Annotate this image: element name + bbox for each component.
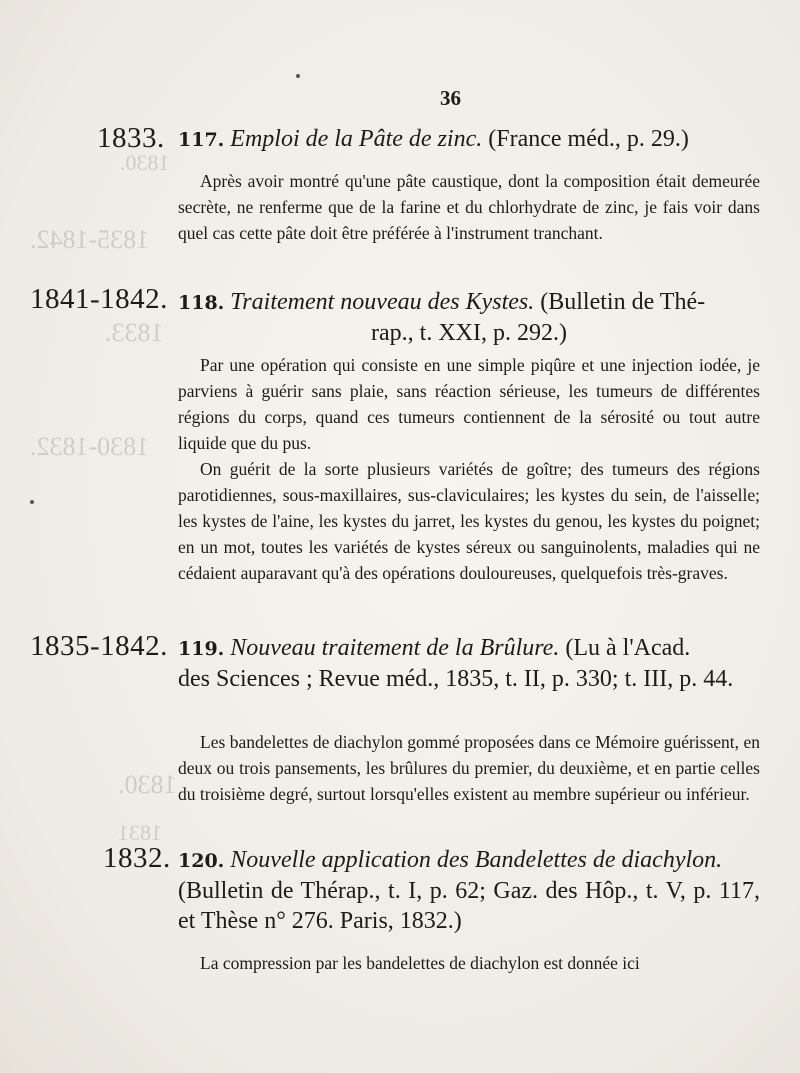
paragraph: La compression par les bandelettes de diachylon est donnée ici	[200, 953, 640, 973]
entry-year: 1835-1842.	[30, 630, 168, 662]
paragraph: On guérit de la sorte plusieurs variétés de goître; des tumeurs des régions parotidiennes, sous-maxillaires, sus-claviculaires; les kystes du sein, de l'aisselle; les kystes de l'aine, les kystes du jarret, les kystes du genou, les kystes du poignet; en un mot, toutes les variétés de kystes séreux ou sanguinolents, maladies qui ne cédaient auparavant qu'à des opérations douloureuses, quelquefois très-graves.	[178, 459, 760, 583]
paragraph: Les bandelettes de diachylon gommé proposées dans ce Mémoire guérissent, en deux ou trois pansements, les brûlures du premier, du deuxième, et en partie celles du troisième degré, surtout lorsqu'elles existent au membre supérieur ou inférieur.	[178, 732, 760, 804]
bleed-through-text: 1835-1842.	[30, 225, 150, 254]
entry-number: 118.	[178, 292, 225, 314]
entry-number: 120.	[178, 850, 225, 872]
paragraph: Après avoir montré qu'une pâte caustique, dont la composition était demeurée secrète, ne renferme que de la farine et du chlorhydrate de zinc, je fais voir dans quel cas cette pâte doit être préférée à l'instrument tranchant.	[178, 171, 760, 243]
entry-title: Emploi de la Pâte de zinc.	[230, 126, 483, 152]
entry-year: 1832.	[103, 842, 171, 874]
entry-body	[178, 729, 760, 807]
entry-source: (Lu à l'Acad.	[565, 635, 691, 661]
entry-heading	[178, 845, 760, 936]
entry-body	[178, 168, 760, 246]
entry-body	[178, 352, 760, 586]
entry-heading	[178, 287, 760, 348]
entry-heading	[178, 124, 760, 155]
bleed-through-text: 1830.	[118, 770, 177, 799]
ink-speck	[30, 500, 34, 504]
entry-title: Traitement nouveau des Kystes.	[230, 289, 535, 315]
entry-source-continued: rap., t. XXI, p. 292.)	[371, 320, 567, 346]
bleed-through-text: 1831	[118, 820, 162, 845]
entry-year: 1841-1842.	[30, 283, 168, 315]
entry-heading	[178, 633, 760, 694]
entry-body	[178, 950, 760, 976]
ink-speck	[296, 74, 300, 78]
entry-source-continued: (Bulletin de Thérap., t. I, p. 62; Gaz. des Hôp., t. V, p. 117, et Thèse n° 276. Paris, 1832.)	[178, 878, 760, 934]
bleed-through-text: 1830.	[120, 150, 170, 175]
entry-number: 117.	[178, 129, 225, 151]
bleed-through-text: 1830-1832.	[30, 432, 150, 461]
entry-year: 1833.	[97, 122, 165, 154]
entry-title: Nouveau traitement de la Brûlure.	[230, 635, 560, 661]
bleed-through-text: 1833.	[105, 318, 164, 347]
entry-title: Nouvelle application des Bandelettes de diachylon.	[230, 847, 723, 873]
entry-source-continued: des Sciences ; Revue méd., 1835, t. II, p. 330; t. III, p. 44.	[178, 666, 734, 692]
page-number: 36	[440, 86, 461, 110]
entry-source: (Bulletin de Thé-	[540, 289, 706, 315]
entry-number: 119.	[178, 638, 225, 660]
paragraph: Par une opération qui consiste en une simple piqûre et une injection iodée, je parviens à guérir sans plaie, sans réaction sérieuse, les tumeurs de différentes régions du corps, quand ces tumeurs contiennent de la sérosité ou tout autre liquide que du pus.	[178, 355, 760, 453]
entry-source: (France méd., p. 29.)	[488, 126, 689, 152]
